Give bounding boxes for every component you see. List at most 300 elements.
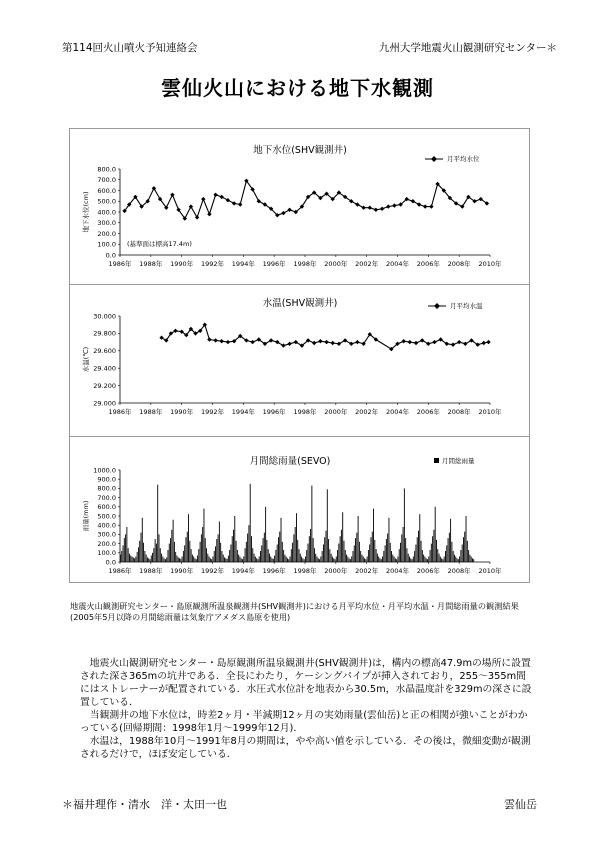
y-tick-label: 700.0: [97, 176, 116, 185]
bar: [467, 541, 468, 562]
bar: [202, 527, 203, 562]
bar: [405, 538, 406, 562]
paragraph-3: 水温は，1988年10月～1991年8月の期間は，やや高い値を示している．その後は，微細変動が観測されるだけで，ほぼ安定している．: [80, 736, 531, 760]
bar: [210, 558, 211, 562]
x-tick-label: 2006年: [416, 567, 440, 575]
bar: [128, 548, 129, 562]
data-point: [213, 193, 217, 197]
bar: [174, 542, 175, 562]
bar: [385, 545, 386, 562]
bar: [290, 557, 291, 563]
bar: [230, 545, 231, 563]
bar: [187, 532, 188, 562]
bar: [410, 558, 411, 562]
bar: [345, 550, 346, 562]
bar: [223, 555, 224, 562]
data-point: [275, 340, 279, 344]
bar: [464, 532, 465, 562]
data-point: [312, 341, 316, 345]
bar: [296, 513, 297, 562]
y-tick-label: 0.0: [105, 558, 116, 567]
data-point: [411, 199, 415, 203]
bar: [354, 545, 355, 562]
chart-panel-rainfall: [70, 436, 529, 582]
bar: [205, 538, 206, 562]
data-point: [207, 337, 211, 341]
x-tick-label: 2000年: [324, 408, 348, 416]
bar: [229, 550, 230, 562]
bar: [234, 516, 235, 562]
bar: [468, 550, 469, 562]
bar: [200, 542, 201, 562]
data-point: [432, 340, 436, 344]
bar: [146, 555, 147, 562]
bar: [435, 507, 436, 562]
data-point: [318, 339, 322, 343]
bar: [305, 557, 306, 563]
paragraph-1: 地震火山観測研究センター・島原観測所温泉観測井(SHV観測井)は，構内の標高47.9mの場所に設置された深さ365mの坑井である．全長にわたり，ケーシングパイプが挿入されており，255～355m間にはストレーナーが配置されている．水圧式水位計を地表から30.5m，水晶温度計を329mの深さに設置している．: [80, 658, 532, 708]
bar: [300, 554, 301, 562]
bar: [209, 557, 210, 563]
bar: [144, 551, 145, 562]
bar: [355, 538, 356, 562]
bar: [311, 486, 312, 562]
bar: [448, 538, 449, 562]
bar: [162, 557, 163, 563]
y-tick-label: 29.800: [93, 329, 116, 338]
bar: [466, 516, 467, 562]
data-point: [361, 206, 365, 210]
data-point: [414, 341, 418, 345]
bar: [346, 555, 347, 562]
chart-title: 月間総雨量(SEVO): [249, 456, 331, 467]
bar: [239, 557, 240, 563]
bar: [179, 558, 180, 562]
data-point: [349, 342, 353, 346]
bar: [168, 550, 169, 562]
bar: [453, 551, 454, 562]
bar: [332, 557, 333, 563]
bar: [367, 557, 368, 563]
bar: [242, 559, 243, 562]
legend-marker: [431, 156, 437, 162]
bar: [424, 557, 425, 563]
bar: [263, 538, 264, 562]
y-tick-label: 400.0: [97, 208, 116, 217]
bar: [324, 537, 325, 562]
bar: [264, 533, 265, 562]
y-tick-label: 29.200: [93, 381, 116, 390]
bar: [207, 554, 208, 562]
bar: [139, 541, 140, 562]
bar: [147, 557, 148, 562]
bar: [151, 556, 152, 562]
bar: [368, 550, 369, 562]
bar: [459, 557, 460, 563]
series-line: [162, 325, 489, 349]
bar: [195, 558, 196, 562]
bar: [213, 557, 214, 563]
y-tick-label: 900.0: [97, 475, 116, 484]
caption-line-1: 地震火山観測研究センター・島原観測所温泉観測井(SHV観測井)における月平均水位・月平均水温・月間総雨量の観測結果: [70, 601, 519, 611]
bar: [135, 557, 136, 563]
bar: [188, 514, 189, 562]
bar: [392, 555, 393, 562]
bar: [269, 554, 270, 562]
data-point: [402, 339, 406, 343]
bar: [227, 559, 228, 562]
y-tick-label: 700.0: [97, 493, 116, 502]
bar: [277, 545, 278, 563]
bar: [326, 531, 327, 562]
data-point: [343, 338, 347, 342]
bar: [218, 534, 219, 562]
bar: [156, 544, 157, 562]
bar: [449, 533, 450, 562]
bar: [137, 552, 138, 562]
bar: [248, 525, 249, 562]
bar: [224, 557, 225, 562]
bar: [340, 536, 341, 562]
x-tick-label: 2008年: [447, 408, 471, 416]
bar: [299, 549, 300, 562]
bar: [382, 557, 383, 563]
body-text: [80, 657, 532, 761]
y-tick-label: 29.000: [93, 399, 116, 408]
data-point: [392, 203, 396, 207]
data-point: [250, 340, 254, 344]
bar: [236, 541, 237, 562]
bar: [408, 554, 409, 562]
data-point: [281, 211, 285, 215]
bar: [471, 557, 472, 563]
data-point: [355, 340, 359, 344]
bar: [272, 558, 273, 562]
data-point: [226, 340, 230, 344]
bar: [150, 559, 151, 562]
bar: [257, 559, 258, 562]
bar: [206, 548, 207, 562]
bar: [323, 545, 324, 563]
bar: [170, 538, 171, 562]
bar: [161, 554, 162, 562]
bar: [442, 559, 443, 562]
x-tick-label: 1994年: [231, 260, 255, 268]
bar: [254, 554, 255, 562]
data-point: [173, 329, 177, 333]
chart-title: 水温(SHV観測井): [262, 298, 338, 309]
chart-panel-water-level: [70, 129, 529, 285]
bar: [297, 540, 298, 562]
bar: [238, 555, 239, 562]
bar: [142, 518, 143, 562]
bar: [261, 545, 262, 562]
y-tick-label: 100.0: [97, 240, 116, 249]
bar: [378, 557, 379, 563]
bar: [338, 544, 339, 562]
bar: [337, 550, 338, 562]
bar: [328, 539, 329, 562]
legend-label: 月間総雨量: [442, 457, 475, 465]
chart-rainfall: [70, 436, 529, 582]
bar: [428, 557, 429, 563]
bar: [204, 509, 205, 562]
bar: [148, 558, 149, 562]
data-point: [457, 340, 461, 344]
bar: [183, 551, 184, 562]
bar: [197, 556, 198, 562]
bar: [177, 556, 178, 562]
bar: [211, 559, 212, 562]
y-tick-label: 300.0: [97, 219, 116, 228]
bar: [359, 542, 360, 562]
bar: [427, 559, 428, 562]
y-tick-label: 600.0: [97, 186, 116, 195]
x-tick-label: 1988年: [139, 260, 163, 268]
bar: [329, 549, 330, 562]
x-tick-label: 1992年: [200, 408, 225, 416]
bar: [400, 543, 401, 562]
x-tick-label: 2000年: [324, 260, 348, 268]
bar: [295, 527, 296, 562]
y-axis-label: 水温(℃): [82, 346, 90, 373]
chart-note: (基準面は標高17.4m): [127, 240, 192, 248]
bar: [351, 557, 352, 563]
bar: [397, 557, 398, 563]
bar: [157, 485, 158, 562]
y-tick-label: 100.0: [97, 549, 116, 558]
bar: [186, 537, 187, 562]
x-tick-label: 2010年: [478, 408, 502, 416]
bar: [344, 541, 345, 562]
bar: [133, 557, 134, 562]
data-point: [238, 202, 242, 206]
bar: [444, 557, 445, 563]
chart-title: 地下水位(SHV観測井): [253, 145, 347, 156]
bar: [123, 545, 124, 562]
series-line: [125, 181, 487, 219]
bar: [241, 558, 242, 562]
x-tick-label: 2010年: [478, 260, 502, 268]
bar: [304, 559, 305, 562]
bar: [155, 539, 156, 562]
bar: [457, 558, 458, 562]
bar: [138, 547, 139, 562]
bar: [282, 542, 283, 562]
bar: [389, 518, 390, 562]
bar: [436, 540, 437, 562]
data-point: [368, 206, 372, 210]
bar: [320, 557, 321, 563]
x-tick-label: 2002年: [355, 260, 379, 268]
bar: [132, 557, 133, 563]
data-point: [294, 340, 298, 344]
bar: [472, 558, 473, 562]
bar: [322, 551, 323, 562]
x-tick-label: 1986年: [108, 260, 132, 268]
data-point: [232, 201, 236, 205]
bar: [274, 556, 275, 562]
bar: [260, 551, 261, 562]
bar: [417, 537, 418, 562]
bar: [317, 557, 318, 563]
data-point: [486, 340, 490, 344]
bar: [184, 545, 185, 562]
bar: [252, 548, 253, 562]
bar: [433, 530, 434, 562]
bar: [265, 507, 266, 562]
bar: [414, 551, 415, 562]
bar: [401, 534, 402, 562]
bar: [160, 548, 161, 562]
data-point: [213, 338, 217, 342]
bar: [175, 552, 176, 562]
data-point: [386, 204, 390, 208]
bar: [291, 549, 292, 562]
x-tick-label: 2006年: [416, 408, 440, 416]
bar: [432, 536, 433, 562]
bar: [173, 520, 174, 562]
y-tick-label: 500.0: [97, 197, 116, 206]
bar: [189, 541, 190, 562]
data-point: [207, 212, 211, 216]
bar: [309, 536, 310, 562]
data-point: [482, 341, 486, 345]
bar: [275, 550, 276, 562]
data-point: [287, 342, 291, 346]
bar: [412, 559, 413, 562]
bar: [336, 557, 337, 563]
bar: [381, 559, 382, 562]
bar: [196, 559, 197, 562]
bar: [293, 534, 294, 562]
y-tick-label: 300.0: [97, 530, 116, 539]
x-tick-label: 1990年: [170, 567, 194, 575]
data-point: [429, 204, 433, 208]
bar: [423, 555, 424, 562]
bar: [373, 509, 374, 562]
bar: [279, 532, 280, 562]
bar: [153, 548, 154, 562]
bar: [380, 558, 381, 562]
figure-caption: [70, 601, 540, 623]
bar: [335, 559, 336, 562]
x-tick-label: 2008年: [447, 567, 471, 575]
bar: [347, 557, 348, 563]
bar: [422, 550, 423, 562]
bar: [406, 548, 407, 562]
bar: [341, 530, 342, 562]
bar: [450, 519, 451, 562]
bar: [319, 559, 320, 562]
bar: [349, 558, 350, 562]
bar: [120, 555, 121, 562]
x-tick-label: 2000年: [324, 567, 348, 575]
data-point: [463, 342, 467, 346]
y-axis-label: 地下水位(cm): [82, 191, 90, 233]
bar: [313, 538, 314, 562]
bar: [283, 550, 284, 562]
bar: [247, 534, 248, 563]
y-tick-label: 800.0: [97, 165, 116, 174]
x-tick-label: 1998年: [293, 260, 317, 268]
page-title: 雲仙火山における地下水観測: [161, 76, 434, 100]
bar: [243, 557, 244, 563]
y-tick-label: 400.0: [97, 521, 116, 530]
bar: [413, 557, 414, 563]
y-tick-label: 29.400: [93, 364, 116, 373]
data-point: [355, 202, 359, 206]
bar: [273, 559, 274, 562]
bar: [396, 559, 397, 562]
legend-label: 月平均水位: [447, 155, 480, 163]
header-institution: 九州大学地震火山観測研究センター＊: [378, 42, 557, 54]
data-point: [331, 341, 335, 345]
bar: [165, 559, 166, 562]
bar: [439, 554, 440, 562]
y-tick-label: 0.0: [105, 251, 116, 260]
data-point: [380, 207, 384, 211]
y-axis-label: 雨量(mm): [82, 500, 90, 532]
x-tick-label: 1994年: [231, 567, 255, 575]
bar: [228, 556, 229, 562]
legend-marker: [434, 303, 440, 309]
bar: [376, 549, 377, 562]
bar: [278, 537, 279, 562]
bar: [301, 557, 302, 563]
bar: [121, 551, 122, 562]
bar: [463, 537, 464, 562]
bar: [259, 557, 260, 563]
data-point: [408, 340, 412, 344]
data-point: [257, 199, 261, 203]
legend-swatch: [434, 458, 439, 463]
data-point: [281, 343, 285, 347]
bar: [421, 541, 422, 562]
bar: [358, 516, 359, 562]
bar: [246, 542, 247, 562]
bar: [256, 558, 257, 562]
bar: [286, 557, 287, 563]
bar: [201, 534, 202, 562]
x-tick-label: 2008年: [447, 260, 471, 268]
bar: [365, 559, 366, 562]
data-point: [195, 215, 199, 219]
bar: [431, 544, 432, 562]
bar: [198, 549, 199, 562]
bar: [232, 536, 233, 562]
bar: [371, 537, 372, 562]
x-tick-label: 2004年: [385, 408, 410, 416]
bar: [374, 540, 375, 562]
bar: [134, 558, 135, 562]
bar: [178, 557, 179, 562]
bar: [284, 555, 285, 562]
bar: [451, 542, 452, 562]
data-point: [287, 208, 291, 212]
bar: [353, 551, 354, 562]
x-tick-label: 2002年: [355, 408, 379, 416]
bar: [141, 533, 142, 562]
bar: [364, 558, 365, 562]
x-tick-label: 1998年: [293, 408, 317, 416]
y-tick-label: 29.600: [93, 347, 116, 356]
bar: [215, 546, 216, 562]
bar: [441, 558, 442, 562]
y-tick-label: 800.0: [97, 484, 116, 493]
bar: [250, 484, 251, 562]
bar: [356, 533, 357, 562]
